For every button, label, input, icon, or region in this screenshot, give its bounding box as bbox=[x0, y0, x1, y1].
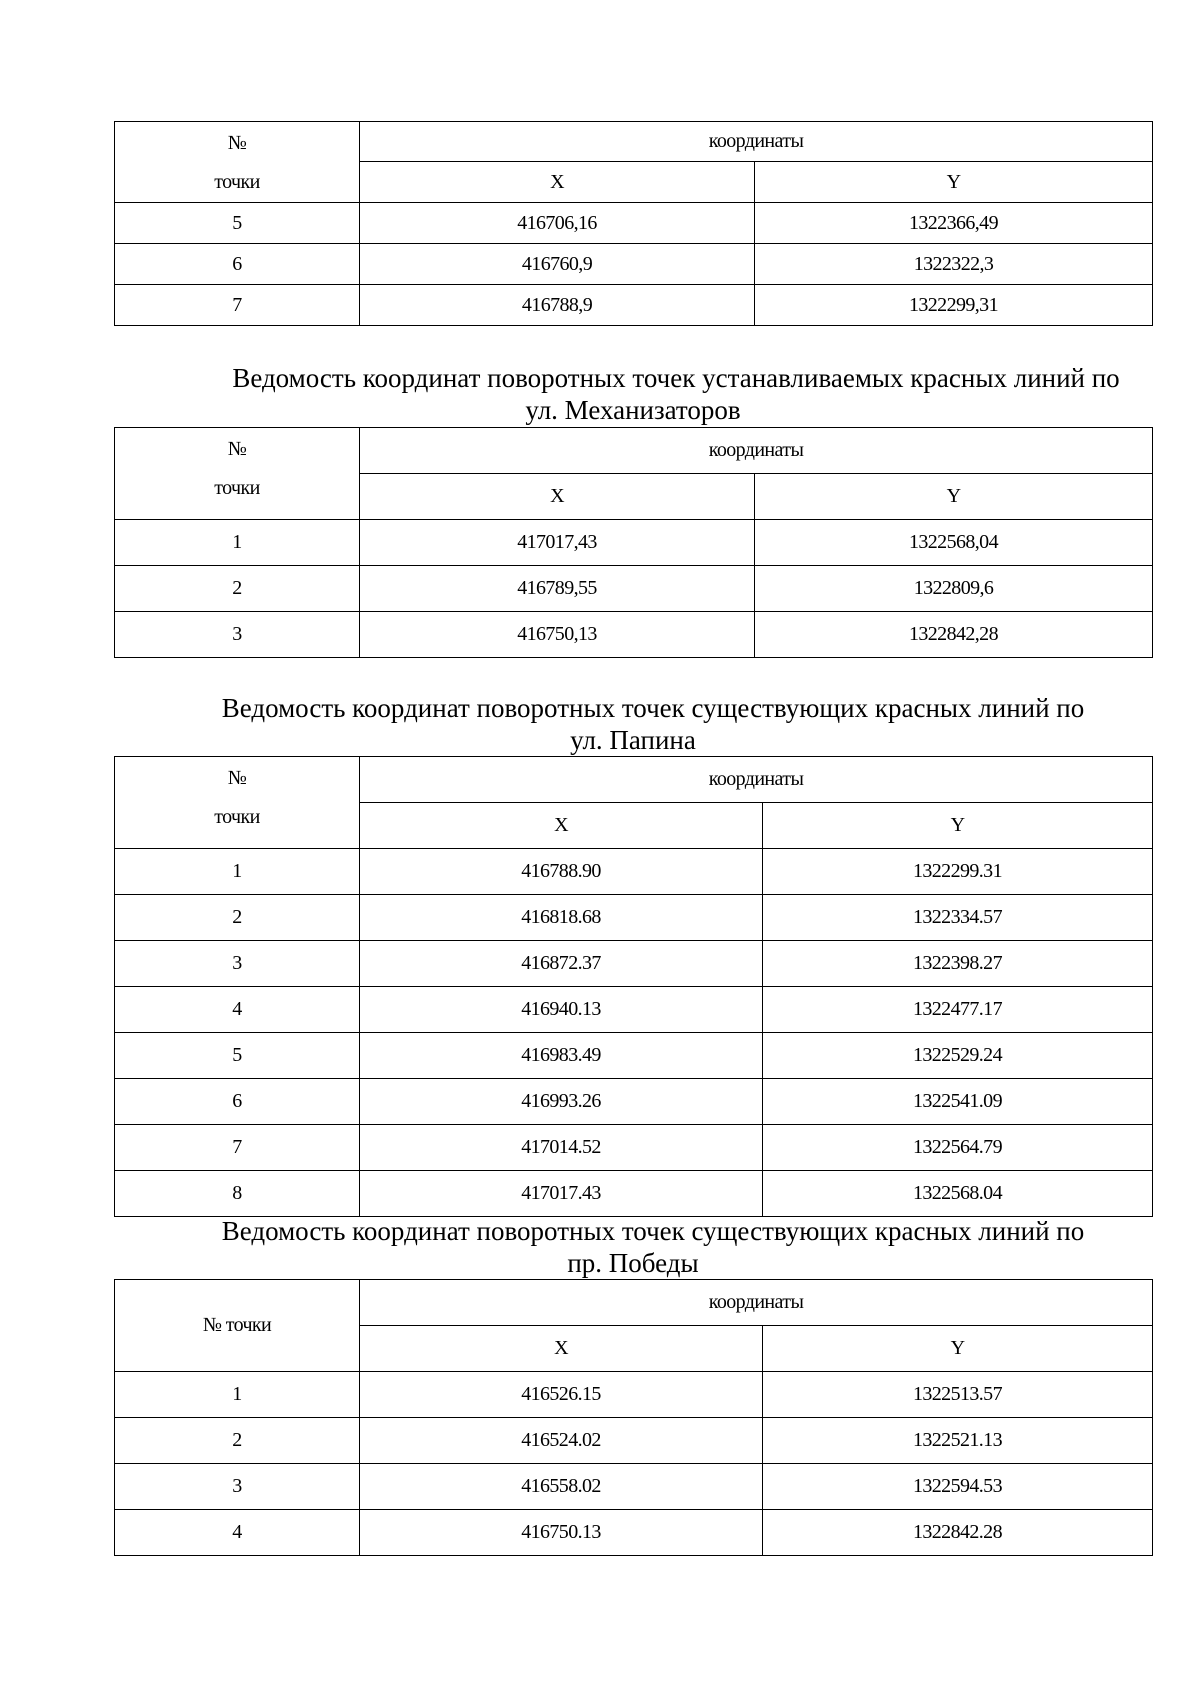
point-number: 4 bbox=[115, 1510, 360, 1556]
coord-x: 416750,13 bbox=[360, 612, 755, 658]
coord-y: 1322299,31 bbox=[755, 285, 1153, 326]
coord-y: 1322366,49 bbox=[755, 203, 1153, 244]
coord-x: 416940.13 bbox=[360, 987, 763, 1033]
table-row bbox=[115, 1418, 1153, 1464]
table-row bbox=[115, 612, 1153, 658]
coord-y: 1322842,28 bbox=[755, 612, 1153, 658]
coord-x: 416558.02 bbox=[360, 1464, 763, 1510]
coord-y: 1322299.31 bbox=[763, 849, 1153, 895]
header-num-symbol: № bbox=[227, 438, 247, 460]
coord-x: 416526.15 bbox=[360, 1372, 763, 1418]
table-row bbox=[115, 244, 1153, 285]
header-y: Y bbox=[755, 162, 1153, 203]
table-row bbox=[115, 987, 1153, 1033]
header-x: X bbox=[360, 1326, 763, 1372]
header-num-symbol: № bbox=[227, 132, 247, 154]
coord-x: 416872.37 bbox=[360, 941, 763, 987]
header-point-label: точки bbox=[214, 477, 260, 499]
title-line-2: ул. Папина bbox=[570, 725, 696, 755]
coord-y: 1322322,3 bbox=[755, 244, 1153, 285]
table-row bbox=[115, 849, 1153, 895]
point-number: 1 bbox=[115, 849, 360, 895]
header-coordinates: координаты bbox=[360, 428, 1153, 474]
title-line-2: пр. Победы bbox=[567, 1248, 699, 1278]
coords-table-4 bbox=[114, 1279, 1153, 1556]
coord-y: 1322564.79 bbox=[763, 1125, 1153, 1171]
coords-table-1 bbox=[114, 121, 1153, 326]
header-point-label: точки bbox=[214, 806, 260, 828]
point-number: 1 bbox=[115, 1372, 360, 1418]
coord-y: 1322809,6 bbox=[755, 566, 1153, 612]
point-number: 7 bbox=[115, 1125, 360, 1171]
table-title-papina bbox=[114, 692, 1152, 756]
point-number: 2 bbox=[115, 895, 360, 941]
header-x: X bbox=[360, 474, 755, 520]
header-point-number: № точки bbox=[115, 1280, 360, 1372]
table-row bbox=[115, 1033, 1153, 1079]
coord-x: 416993.26 bbox=[360, 1079, 763, 1125]
coord-x: 417017.43 bbox=[360, 1171, 763, 1217]
header-coordinates: координаты bbox=[360, 1280, 1153, 1326]
point-number: 3 bbox=[115, 612, 360, 658]
table-row bbox=[115, 1079, 1153, 1125]
table-title-mekhanizatorov bbox=[114, 362, 1152, 426]
point-number: 8 bbox=[115, 1171, 360, 1217]
point-number: 6 bbox=[115, 1079, 360, 1125]
header-point-number bbox=[115, 122, 360, 203]
header-coordinates: координаты bbox=[360, 122, 1153, 162]
point-number: 7 bbox=[115, 285, 360, 326]
coord-y: 1322398.27 bbox=[763, 941, 1153, 987]
coord-x: 416524.02 bbox=[360, 1418, 763, 1464]
point-number: 4 bbox=[115, 987, 360, 1033]
coord-x: 416760,9 bbox=[360, 244, 755, 285]
table-row bbox=[115, 203, 1153, 244]
coord-y: 1322477.17 bbox=[763, 987, 1153, 1033]
point-number: 5 bbox=[115, 1033, 360, 1079]
point-number: 3 bbox=[115, 941, 360, 987]
coord-x: 417014.52 bbox=[360, 1125, 763, 1171]
header-point-number bbox=[115, 428, 360, 520]
coords-table-3 bbox=[114, 756, 1153, 1217]
coord-y: 1322568.04 bbox=[763, 1171, 1153, 1217]
table-row bbox=[115, 1171, 1153, 1217]
table-row bbox=[115, 941, 1153, 987]
header-num-symbol: № bbox=[227, 767, 247, 789]
point-number: 2 bbox=[115, 1418, 360, 1464]
coord-x: 417017,43 bbox=[360, 520, 755, 566]
header-coordinates: координаты bbox=[360, 757, 1153, 803]
coord-y: 1322513.57 bbox=[763, 1372, 1153, 1418]
coord-y: 1322568,04 bbox=[755, 520, 1153, 566]
table-row bbox=[115, 520, 1153, 566]
title-line-1: Ведомость координат поворотных точек существующих красных линий по bbox=[221, 1216, 1085, 1246]
coord-y: 1322529.24 bbox=[763, 1033, 1153, 1079]
title-line-2: ул. Механизаторов bbox=[525, 395, 741, 425]
coord-x: 416788.90 bbox=[360, 849, 763, 895]
table-row bbox=[115, 285, 1153, 326]
coord-x: 416750.13 bbox=[360, 1510, 763, 1556]
title-line-1: Ведомость координат поворотных точек устанавливаемых красных линий по bbox=[232, 363, 1120, 393]
point-number: 5 bbox=[115, 203, 360, 244]
coord-y: 1322541.09 bbox=[763, 1079, 1153, 1125]
header-x: X bbox=[360, 162, 755, 203]
header-x: X bbox=[360, 803, 763, 849]
header-point-label: точки bbox=[214, 171, 260, 193]
point-number: 6 bbox=[115, 244, 360, 285]
point-number: 3 bbox=[115, 1464, 360, 1510]
coord-x: 416789,55 bbox=[360, 566, 755, 612]
table-row bbox=[115, 895, 1153, 941]
header-y: Y bbox=[763, 1326, 1153, 1372]
coord-y: 1322521.13 bbox=[763, 1418, 1153, 1464]
coord-x: 416818.68 bbox=[360, 895, 763, 941]
coords-table-2 bbox=[114, 427, 1153, 658]
coord-x: 416788,9 bbox=[360, 285, 755, 326]
table-row bbox=[115, 566, 1153, 612]
coord-y: 1322594.53 bbox=[763, 1464, 1153, 1510]
table-row bbox=[115, 1125, 1153, 1171]
table-row bbox=[115, 1372, 1153, 1418]
point-number: 1 bbox=[115, 520, 360, 566]
title-line-1: Ведомость координат поворотных точек существующих красных линий по bbox=[221, 693, 1085, 723]
coord-x: 416706,16 bbox=[360, 203, 755, 244]
header-y: Y bbox=[763, 803, 1153, 849]
header-y: Y bbox=[755, 474, 1153, 520]
point-number: 2 bbox=[115, 566, 360, 612]
table-title-pobedy bbox=[114, 1215, 1152, 1279]
header-point-number bbox=[115, 757, 360, 849]
coord-y: 1322842.28 bbox=[763, 1510, 1153, 1556]
coord-x: 416983.49 bbox=[360, 1033, 763, 1079]
coord-y: 1322334.57 bbox=[763, 895, 1153, 941]
table-row bbox=[115, 1510, 1153, 1556]
table-row bbox=[115, 1464, 1153, 1510]
